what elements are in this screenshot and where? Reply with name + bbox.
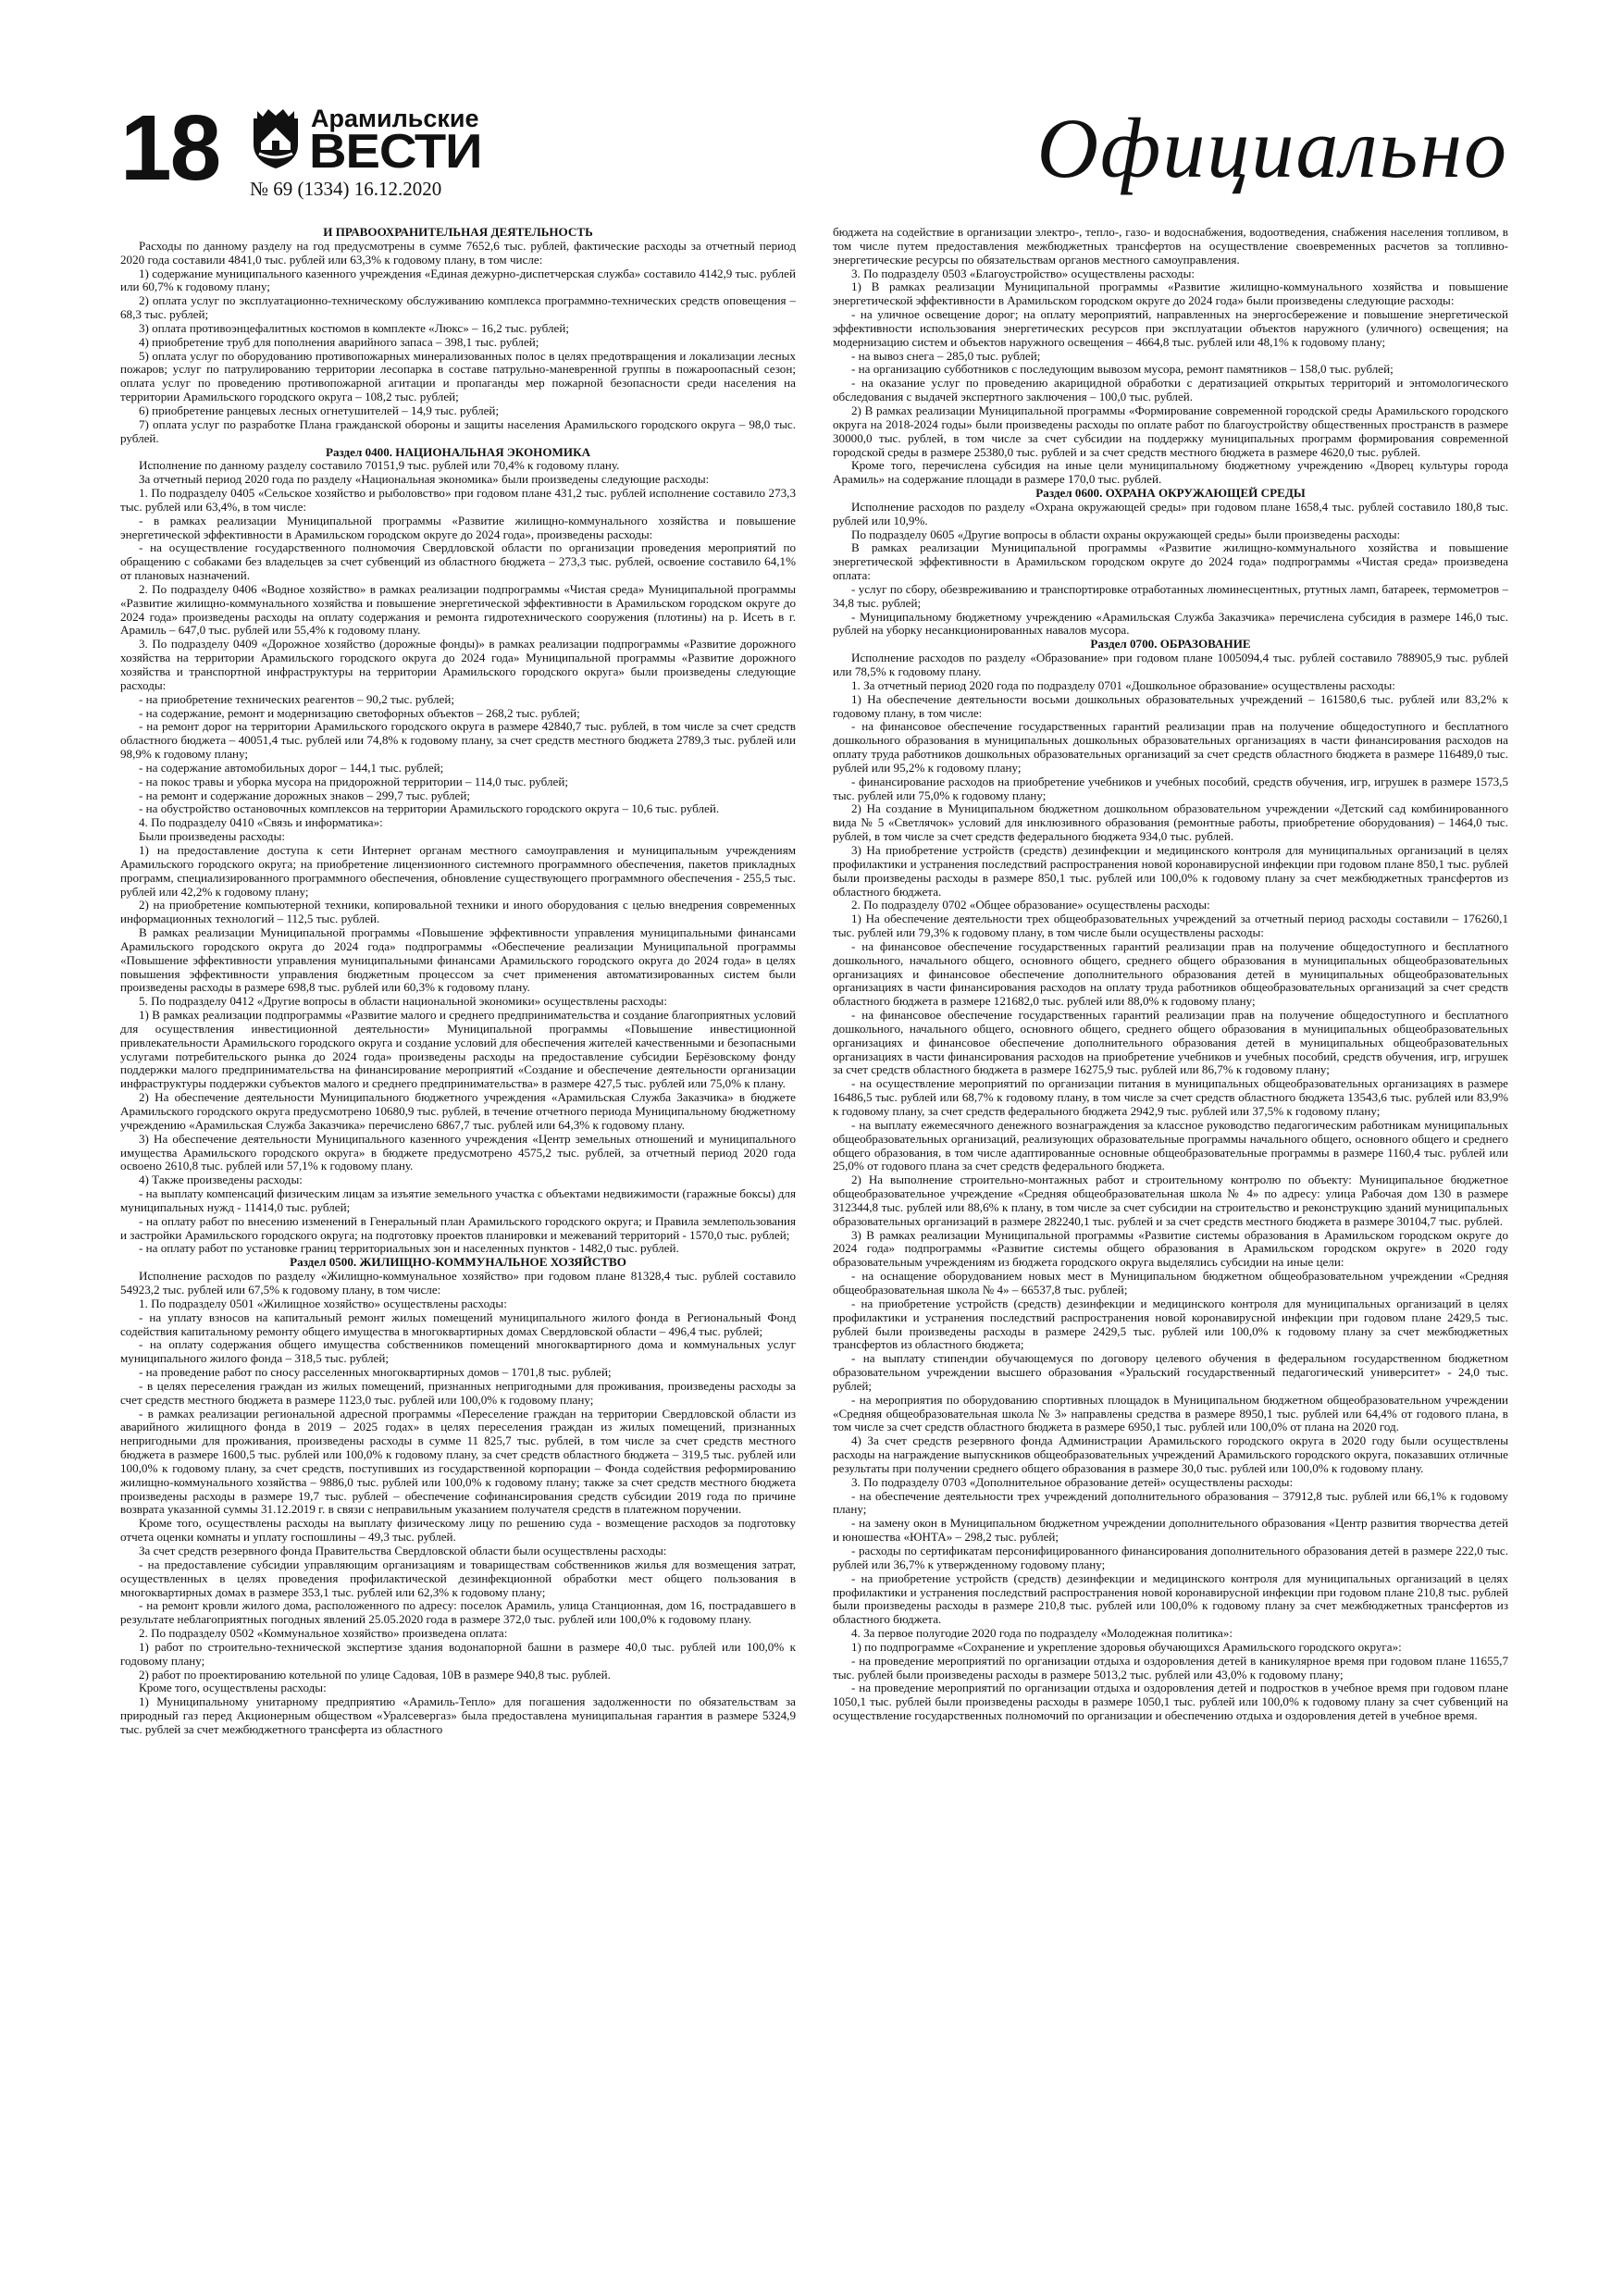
paragraph: 5) оплата услуг по оборудованию противопожарных минерализованных полос в целях предотвращения и локализации лесных пожаров; услуг по патрулированию территории лесопарка в составе патрульно-маневренной группы в пожароопасный сезон; оплата услуг по проведению противопожарной агитации и пропаганды мер пожарной безопасности среди населения на территории Арамильского городского округа – 108,2 тыс. рублей; [120,348,796,404]
paragraph: 3) На обеспечение деятельности Муниципального казенного учреждения «Центр земельных отношений и муниципального имущества Арамильского городского округа» в бюджете предусмотрено 4575,2 тыс. рублей, за отчетный период 2020 года освоено 2610,8 тыс. рублей или 57,1% к годовому плану. [120,1131,796,1173]
paragraph: - на проведение работ по сносу расселенных многоквартирных домов – 1701,8 тыс. рублей; [139,1365,612,1380]
paragraph: 2. По подразделу 0502 «Коммунальное хозяйство» произведена оплата: [139,1626,508,1641]
newspaper-logo [250,105,592,179]
section-heading: Раздел 0500. ЖИЛИЩНО-КОММУНАЛЬНОЕ ХОЗЯЙСТВО [290,1255,626,1270]
logo-title: ВЕСТИ [309,125,482,179]
paragraph: Исполнение расходов по разделу «Образование» при годовом плане 1005094,4 тыс. рублей составило 788905,9 тыс. рублей или 78,5% к годовому плану. [833,651,1508,678]
paragraph: - на содержание автомобильных дорог – 144,1 тыс. рублей; [139,760,444,775]
paragraph: - услуг по сбору, обезвреживанию и транспортировке отработанных люминесцентных, ртутных ламп, батареек, термометров – 34,8 тыс. рублей; [833,581,1508,610]
paragraph: - в рамках реализации Муниципальной программы «Развитие жилищно-коммунального хозяйства и повышение энергетической эффективности в Арамильском городском округе до 2024 года», произведены расходы: [120,513,796,541]
paragraph: В рамках реализации Муниципальной программы «Повышение эффективности управления муниципальными финансами Арамильского городского округа до 2024 года» подпрограммы «Обеспечение реализации Муниципальной программы «Повышение эффективности управления муниципальными финансами Арамильского городского округа до 2024 года» в целях повышения эффективности управления бюджетным процессом за счет применения автоматизированных систем были произведены расходы в размере 698,8 тыс. рублей или 60,3% к годовому плану. [120,925,796,995]
paragraph: - на проведение мероприятий по организации отдыха и оздоровления детей и подростков в учебное время при годовом плане 1050,1 тыс. рублей были произведены расходы в размере 1050,1 тыс. рублей или 100,0% к годовому плану за счет субвенций на осуществление государственных полномочий по организации и обеспечению отдыха и оздоровления детей в учебное время. [833,1681,1508,1723]
paragraph: - на уличное освещение дорог; на оплату мероприятий, направленных на энергосбережение и повышение энергетической эффективности использования энергетических ресурсов при эксплуатации объектов наружного (уличного) освещения; на модернизацию систем и объектов наружного освещения – 4664,8 тыс. рублей или 48,1% к годовому плану; [833,307,1508,349]
paragraph: Были произведены расходы: [139,829,286,844]
paragraph: Кроме того, перечислена субсидия на иные цели муниципальному бюджетному учреждению «Дворец культуры города Арамиль» на содержание площади в размере 170,0 тыс. рублей. [833,458,1508,487]
paragraph: 3. По подразделу 0503 «Благоустройство» осуществлены расходы: [851,266,1196,280]
paragraph: За отчетный период 2020 года по разделу «Национальная экономика» были произведены следующие расходы: [139,472,710,487]
paragraph: 2) оплата услуг по эксплуатационно-техническому обслуживанию комплекса программно-технических средств оповещения – 68,3 тыс. рублей; [120,293,796,322]
paragraph: 1) На обеспечение деятельности восьми дошкольных образовательных учреждений – 161580,6 тыс. рублей или 83,2% к годовому плану, в том числе: [833,691,1508,720]
paragraph: - на мероприятия по оборудованию спортивных площадок в Муниципальном бюджетном общеобразовательном учреждении «Средняя общеобразовательная школа № 3» направлены средства в размере 8950,1 тыс. рублей или 64,4% от годового плана, в том числе за счет средств областного бюджета в размере 6950,1 тыс. рублей или 100,0% от плана на 2020 год. [833,1392,1508,1434]
paragraph: Исполнение расходов по разделу «Жилищно-коммунальное хозяйство» при годовом плане 81328,4 тыс. рублей составило 54923,2 тыс. рублей или 67,5% к годовому плану, в том числе: [120,1269,796,1297]
paragraph: - на уплату взносов на капитальный ремонт жилых помещений муниципального жилого фонда в Региональный Фонд содействия капитальному ремонту общего имущества в многоквартирных домах Свердловской области – 496,4 тыс. рублей; [120,1309,796,1338]
paragraph: 3) На приобретение устройств (средств) дезинфекции и медицинского контроля для муниципальных организаций в целях профилактики и устранения последствий распространения новой коронавирусной инфекции при годовом плане 850,1 тыс. рублей были произведены расходы в размере 850,1 тыс. рублей или 100,0% к годовому плану за счет межбюджетных трансфертов из областного бюджета. [833,842,1508,899]
paragraph: 2) на приобретение компьютерной техники, копировальной техники и иного оборудования с целью внедрения современных информационных технологий – 112,5 тыс. рублей. [120,898,796,926]
paragraph: 1) содержание муниципального казенного учреждения «Единая дежурно-диспетчерская служба» составило 4142,9 тыс. рублей или 60,7% к годовому плану; [120,266,796,294]
paragraph: 2) На выполнение строительно-монтажных работ и строительному контролю по объекту: Муниципальное бюджетное общеобразовательное учреждение «Средняя общеобразовательная школа № 4» по адресу: улица Рабочая дом 130 в размере 312344,8 тыс. рублей или 88,6% к плану, в том числе за счет субсидии на строительство и реконструкцию зданий муниципальных образовательных организаций в размере 282240,1 тыс. рублей и за счет средств местного бюджета в размере 30104,7 тыс. рублей. [833,1173,1508,1228]
paragraph: 4) Также произведены расходы: [139,1173,303,1187]
paragraph: - на оплату работ по установке границ территориальных зон и населенных пунктов - 1482,0 тыс. рублей. [139,1241,679,1256]
paragraph-group [833,652,1508,1723]
paragraph: - на замену окон в Муниципальном бюджетном учреждении дополнительного образования «Центр развития творчества детей и юношества «ЮНТА» – 298,2 тыс. рублей; [833,1516,1508,1545]
paragraph: - на организацию субботников с последующим вывозом мусора, ремонт памятников – 158,0 тыс. рублей; [851,362,1394,377]
paragraph: 7) оплата услуг по разработке Плана гражданской обороны и защиты населения Арамильского городского округа – 98,0 тыс. рублей. [120,416,796,445]
paragraph: - на оплату содержания общего имущества собственников помещений многоквартирного дома и коммунальных услуг муниципального жилого фонда – 318,5 тыс. рублей; [120,1337,796,1366]
paragraph: - на содержание, ремонт и модернизацию светофорных объектов – 268,2 тыс. рублей; [139,705,580,720]
paragraph: - на финансовое обеспечение государственных гарантий реализации прав на получение общедоступного и бесплатного дошкольного образования в муниципальных дошкольных образовательных организациях в части финансирования расходов на оплату труда работников дошкольных образовательных организаций за счет средств областного бюджета в размере 116489,0 тыс. рублей или 95,2% к годовому плану; [833,719,1508,775]
paragraph: 3) В рамках реализации Муниципальной программы «Развитие системы образования в Арамильском городском округе до 2024 года» подпрограммы «Развитие системы общего образования в Арамильском городском округе» в 2020 году образовательным учреждениям из бюджета городского округа выделялись субсидии на иные цели: [833,1227,1508,1270]
paragraph: - на предоставление субсидии управляющим организациям и товариществам собственников жилья для возмещения затрат, осуществленных в целях проведения профилактической дезинфекционной обработки мест общего пользования в многоквартирных домах в размере 353,1 тыс. рублей или 62,3% к годовому плану; [120,1557,796,1599]
paragraph: 3) оплата противоэнцефалитных костюмов в комплекте «Люкс» – 16,2 тыс. рублей; [139,320,569,335]
issue-info: № 69 (1334) 16.12.2020 [250,178,442,200]
paragraph: 2) В рамках реализации Муниципальной программы «Формирование современной городской среды Арамильского городского округа на 2018-2024 годы» были произведены расходы по оплате работ по благоустройству общественных пространств в размере 30000,0 тыс. рублей, в том числе за счет субсидии на поддержку муниципальных программ формирования современной городской среды в размере 25380,0 тыс. рублей и за счет средств местного бюджета в размере 4620,0 тыс. рублей. [833,403,1508,459]
paragraph: 1) работ по строительно-технической экспертизе здания водонапорной башни в размере 40,0 тыс. рублей или 100,0% к годовому плану; [120,1639,796,1668]
paragraph: 6) приобретение ранцевых лесных огнетушителей – 14,9 тыс. рублей; [139,403,500,417]
left-column [120,226,796,2262]
section-title: Официально [1036,101,1508,195]
right-column [833,226,1508,2262]
paragraph: 1) В рамках реализации подпрограммы «Развитие малого и среднего предпринимательства и создание благоприятных условий для осуществления инвестиционной деятельности» Муниципальной программы «Повышение инвестиционной привлекательности Арамильского городского округа и создание условий для обеспечения жителей качественными и безопасными услугами потребительского рынка до 2024 года» произведены расходы на предоставление субсидии Берёзовскому фонду поддержки малого предпринимательства на финансирование мероприятий «Создание и обеспечение деятельности организации инфраструктуры поддержки субъектов малого и среднего предпринимательства» в размере 427,5 тыс. рублей или 75,0% к плану. [120,1008,796,1091]
paragraph: - на выплату стипендии обучающемуся по договору целевого обучения в федеральном государственном бюджетном образовательном учреждении высшего образования «Уральский государственный педагогический университет» - 24,0 тыс. рублей; [833,1351,1508,1393]
paragraph: 4. За первое полугодие 2020 года по подразделу «Молодежная политика»: [851,1626,1233,1641]
logo-subtitle: Арамильские [311,105,479,132]
page-number: 18 [120,96,220,200]
paragraph: 1. За отчетный период 2020 года по подразделу 0701 «Дошкольное образование» осуществлены расходы: [851,677,1395,692]
paragraph: - на вывоз снега – 285,0 тыс. рублей; [851,348,1041,363]
paragraph-group [833,226,1508,487]
paragraph: В рамках реализации Муниципальной программы «Развитие жилищно-коммунального хозяйства и повышение энергетической эффективности в Арамильском городском округе до 2024 года» подпрограммы «Чистая среда» произведена оплата: [833,540,1508,583]
paragraph: 1. По подразделу 0405 «Сельское хозяйство и рыболовство» при годовом плане 431,2 тыс. рублей исполнение составило 273,3 тыс. рублей или 63,4%, в том числе: [120,486,796,514]
paragraph: - на финансовое обеспечение государственных гарантий реализации прав на получение общедоступного и бесплатного дошкольного, начального общего, основного общего, среднего общего образования в муниципальных общеобразовательных организациях и финансовое обеспечение дополнительного образования детей в муниципальных общеобразовательных организациях в части финансирования расходов на оплату труда работников общеобразовательных организаций за счет средств областного бюджета в размере 121682,0 тыс. рублей или 88,0% к годовому плану; [833,938,1508,1009]
paragraph: 1) Муниципальному унитарному предприятию «Арамиль-Тепло» для погашения задолженности по обязательствам за природный газ перед Акционерным обществом «Уралсевергаз» была предоставлена муниципальная гарантия в размере 5324,9 тыс. рублей за счет межбюджетного трансферта из областного [120,1694,796,1736]
paragraph: 2. По подразделу 0406 «Водное хозяйство» в рамках реализации подпрограммы «Чистая среда» Муниципальной программы «Развитие жилищно-коммунального хозяйства и повышение энергетической эффективности в Арамильском городском округе до 2024 года» произведены расходы на оплату содержания и ремонта гидротехнического сооружения (плотины) на р. Исеть в г. Арамиль – 647,0 тыс. рублей или 55,4% к годовому плану. [120,581,796,638]
paragraph: Кроме того, осуществлены расходы на выплату физическому лицу по решению суда - возмещение расходов за подготовку отчета оценки комнаты и уплату госпошлины – 49,3 тыс. рублей. [120,1516,796,1545]
paragraph: - на покос травы и уборка мусора на придорожной территории – 114,0 тыс. рублей; [139,774,569,788]
paragraph: 4. По подразделу 0410 «Связь и информатика»: [139,815,383,830]
paragraph: - Муниципальному бюджетному учреждению «Арамильская Служба Заказчика» перечислена субсидия в размере 146,0 тыс. рублей на уборку несанкционированных навалов мусора. [833,609,1508,638]
paragraph: - расходы по сертификатам персонифицированного финансирования дополнительного образования детей в размере 222,0 тыс. рублей или 36,7% к утвержденному годовому плану; [833,1544,1508,1571]
paragraph: - на приобретение устройств (средств) дезинфекции и медицинского контроля для муниципальных организаций в целях профилактики и устранения последствий распространения новой коронавирусной инфекции при годовом плане 210,8 тыс. рублей были произведены расходы в размере 210,8 тыс. рублей или 100,0% к годовому плану за счет межбюджетных трансфертов из областного бюджета. [833,1570,1508,1627]
paragraph: Кроме того, осуществлены расходы: [139,1681,327,1695]
section-heading: И ПРАВООХРАНИТЕЛЬНАЯ ДЕЯТЕЛЬНОСТЬ [323,226,593,239]
article-columns [120,226,1508,2262]
paragraph-group [120,1270,796,1737]
paragraph: По подразделу 0605 «Другие вопросы в области охраны окружающей среды» были произведены расходы: [851,527,1401,541]
paragraph: 2. По подразделу 0702 «Общее образование» осуществлены расходы: [851,898,1210,912]
masthead [120,96,1518,206]
paragraph: 2) На обеспечение деятельности Муниципального бюджетного учреждения «Арамильская Служба Заказчика» в бюджете Арамильского городского округа предусмотрено 10680,9 тыс. рублей, в течение отчетного периода Муниципальному бюджетному учреждению «Арамильская Служба Заказчика» перечислено 6867,7 тыс. рублей или 64,3% к годовому плану. [120,1090,796,1132]
paragraph: 3. По подразделу 0703 «Дополнительное образование детей» осуществлены расходы: [851,1474,1294,1489]
paragraph: Расходы по данному разделу на год предусмотрены в сумме 7652,6 тыс. рублей, фактические расходы за отчетный период 2020 года составили 4841,0 тыс. рублей или 63,3% к годовому плану, в том числе: [120,238,796,267]
paragraph-group [120,459,796,1256]
paragraph: - на приобретение устройств (средств) дезинфекции и медицинского контроля для муниципальных организаций в целях профилактики и устранения последствий распространения новой коронавирусной инфекции при годовом плане 2429,5 тыс. рублей были произведены расходы в размере 2429,5 тыс. рублей или 100,0% к годовому плану за счет межбюджетных трансфертов из областного бюджета; [833,1296,1508,1352]
paragraph-group [833,501,1508,638]
paragraph: - в рамках реализации региональной адресной программы «Переселение граждан на территории Свердловской области из аварийного жилищного фонда в 2019 – 2025 годах» в целях переселения граждан из жилых помещений, признанных непригодными для проживания, произведены расходы в сумме 11 825,7 тыс. рублей, в том числе за счет средств местного бюджета в размере 1600,5 тыс. рублей или 100,0% к годовому плану, за счет средств областного бюджета – 319,5 тыс. рублей или 100,0% к годовому плану, за счет средств, поступивших из государственной корпорации – Фонда содействия реформированию жилищно-коммунального хозяйства – 9886,0 тыс. рублей или 100,0% к годовому плану; также за счет средств местного бюджета произведены расходы в размере 19,7 тыс. рублей – обеспечение софинансирования средств субсидии 2019 года по причине возврата указанной суммы 31.12.2019 г. в связи с неправильным указанием получателя средств в платежном поручении. [120,1406,796,1517]
paragraph: 3. По подразделу 0409 «Дорожное хозяйство (дорожные фонды)» в рамках реализации подпрограммы «Развитие дорожного хозяйства на территории Арамильского городского округа до 2024 года» Муниципальной программы «Развитие дорожного хозяйства и транспортной инфраструктуры на территории Арамильского городского округа» были произведены следующие расходы: [120,637,796,692]
paragraph: 1. По подразделу 0501 «Жилищное хозяйство» осуществлены расходы: [139,1296,507,1310]
paragraph: бюджета на содействие в организации электро-, тепло-, газо- и водоснабжения, водоотведения, снабжения населения топливом, в том числе путем предоставления межбюджетных трансфертов на осуществление своевременных расчетов за топливно-энергетические ресурсы по обязательствам органов местного самоуправления. [833,226,1508,267]
paragraph: - на обустройство остановочных комплексов на территории Арамильского городского округа – 10,6 тыс. рублей. [139,801,720,816]
paragraph: - на оплату работ по внесению изменений в Генеральный план Арамильского городского округа; и Правила землепользования и застройки Арамильского городского округа; на подготовку проектов планировки и межеваний территорий - 1570,0 тыс. рублей; [120,1213,796,1242]
paragraph: 5. По подразделу 0412 «Другие вопросы в области национальной экономики» осуществлены расходы: [139,994,667,1009]
paragraph: 4) За счет средств резервного фонда Администрации Арамильского городского округа в 2020 году были осуществлены расходы на награждение выпускников общеобразовательных учреждений Арамильского городского округа, показавших отличные результаты при получении среднего общего образования в размере 30,0 тыс. рублей или 100,0% к годовому плану. [833,1433,1508,1475]
paragraph: - на ремонт дорог на территории Арамильского городского округа в размере 42840,7 тыс. рублей, в том числе за счет средств областного бюджета – 40051,4 тыс. рублей или 74,8% к годовому плану, за счет средств местного бюджета 2789,3 тыс. рублей или 98,9% к годовому плану; [120,719,796,762]
paragraph: - на обеспечение деятельности трех учреждений дополнительного образования – 37912,8 тыс. рублей или 66,1% к годовому плану; [833,1488,1508,1517]
paragraph: 1) по подпрограмме «Сохранение и укрепление здоровья обучающихся Арамильского городского округа»: [851,1639,1402,1654]
paragraph: - финансирование расходов на приобретение учебников и учебных пособий, средств обучения, игр, игрушек в размере 1573,5 тыс. рублей или 75,0% к годовому плану; [833,774,1508,802]
paragraph: - на выплату компенсаций физическим лицам за изъятие земельного участка с объектами недвижимости (гаражные боксы) для муниципальных нужд - 11414,0 тыс. рублей; [120,1186,796,1214]
paragraph: Исполнение по данному разделу составило 70151,9 тыс. рублей или 70,4% к годовому плану. [139,458,620,473]
paragraph: - на приобретение технических реагентов – 90,2 тыс. рублей; [139,691,454,706]
paragraph: 1) В рамках реализации Муниципальной программы «Развитие жилищно-коммунального хозяйства и повышение энергетической эффективности в Арамильском городском округе до 2024 года» были произведены следующие расходы: [833,279,1508,308]
section-heading: Раздел 0700. ОБРАЗОВАНИЕ [1090,637,1251,652]
paragraph: - на ремонт кровли жилого дома, расположенного по адресу: поселок Арамиль, улица Станционная, дом 16, пострадавшего в результате неблагоприятных погодных явлений 25.05.2020 года в размере 372,0 тыс. рублей или 100,0% к годовому плану. [120,1598,796,1627]
paragraph: - на ремонт и содержание дорожных знаков – 299,7 тыс. рублей; [139,788,471,802]
paragraph: - на оснащение оборудованием новых мест в Муниципальном бюджетном общеобразовательном учреждении «Средняя общеобразовательная школа № 4» – 66537,8 тыс. рублей; [833,1269,1508,1297]
paragraph: 1) на предоставление доступа к сети Интернет органам местного самоуправления и муниципальным учреждениям Арамильского городского округа; на приобретение лицензионного системного программного обеспечения, пакетов прикладных программ, специализированного программного обеспечения, обновление существующего программного обеспечения - 255,5 тыс. рублей или 42,2% к годовому плану; [120,842,796,899]
paragraph: - на осуществление мероприятий по организации питания в муниципальных общеобразовательных организациях в размере 16486,5 тыс. рублей или 68,7% к годовому плану, в том числе за счет средств областного бюджета 13543,6 тыс. рублей или 83,9% к годовому плану, за счет средств федерального бюджета 2942,9 тыс. рублей или 37,5% к годовому плану; [833,1076,1508,1118]
paragraph: 2) работ по проектированию котельной по улице Садовая, 10В в размере 940,8 тыс. рублей. [139,1667,611,1682]
paragraph: - на проведение мероприятий по организации отдыха и оздоровления детей в каникулярное время при годовом плане 11655,7 тыс. рублей были произведены расходы в размере 5013,2 тыс. рублей или 43,0% к годовому плану; [833,1653,1508,1682]
paragraph: - в целях переселения граждан из жилых помещений, признанных непригодными для проживания, произведены расходы за счет средств местного бюджета в размере 1123,0 тыс. рублей или 100,0% к годовому плану; [120,1378,796,1407]
paragraph: Исполнение расходов по разделу «Охрана окружающей среды» при годовом плане 1658,4 тыс. рублей составило 180,8 тыс. рублей или 10,9%. [833,499,1508,527]
paragraph: - на выплату ежемесячного денежного вознаграждения за классное руководство педагогическим работникам муниципальных общеобразовательных организаций, реализующих образовательные программы начального общего, основного общего и среднего общего образования, в том числе адаптированные основные общеобразовательные программы в размере 1160,4 тыс. рублей или 25,0% от годового плана за счет средств федерального бюджета. [833,1117,1508,1173]
paragraph: 2) На создание в Муниципальном бюджетном дошкольном образовательном учреждении «Детский сад комбинированного вида № 5 «Светлячок» условий для инклюзивного образования (ремонтные работы, приобретение оборудования) – 1464,0 тыс. рублей, в том числе за счет средств федерального бюджета 934,0 тыс. рублей. [833,801,1508,844]
paragraph-group [120,240,796,446]
paragraph: 4) приобретение труб для пополнения аварийного запаса – 398,1 тыс. рублей; [139,334,539,349]
paragraph: - на финансовое обеспечение государственных гарантий реализации прав на получение общедоступного и бесплатного дошкольного, начального общего, основного общего, среднего общего образования в муниципальных общеобразовательных организациях и финансовое обеспечение дополнительного образования детей в муниципальных общеобразовательных организациях в части финансирования расходов на приобретение учебников и учебных пособий, средств обучения, игр, игрушек за счет средств областного бюджета в размере 16275,9 тыс. рублей или 86,7% к годовому плану; [833,1008,1508,1077]
paragraph: 1) На обеспечение деятельности трех общеобразовательных учреждений за отчетный период расходы составили – 176260,1 тыс. рублей или 79,3% к годовому плану, в том числе были осуществлены расходы: [833,912,1508,940]
paragraph: - на оказание услуг по проведению акарицидной обработки с дератизацией открытых территорий и энтомологического обследования с выдачей экспертного заключения – 100,0 тыс. рублей. [833,376,1508,404]
paragraph: - на осуществление государственного полномочия Свердловской области по организации проведения мероприятий по обращению с собаками без владельцев за счет субвенций из областного бюджета – 273,3 тыс. рублей, освоение составило 64,1% от плановых назначений. [120,540,796,583]
coat-of-arms-icon [250,107,302,168]
section-heading: Раздел 0400. НАЦИОНАЛЬНАЯ ЭКОНОМИКА [325,444,591,459]
paragraph: За счет средств резервного фонда Правительства Свердловской области были осуществлены расходы: [139,1544,667,1558]
section-heading: Раздел 0600. ОХРАНА ОКРУЖАЮЩЕЙ СРЕДЫ [1035,486,1306,501]
